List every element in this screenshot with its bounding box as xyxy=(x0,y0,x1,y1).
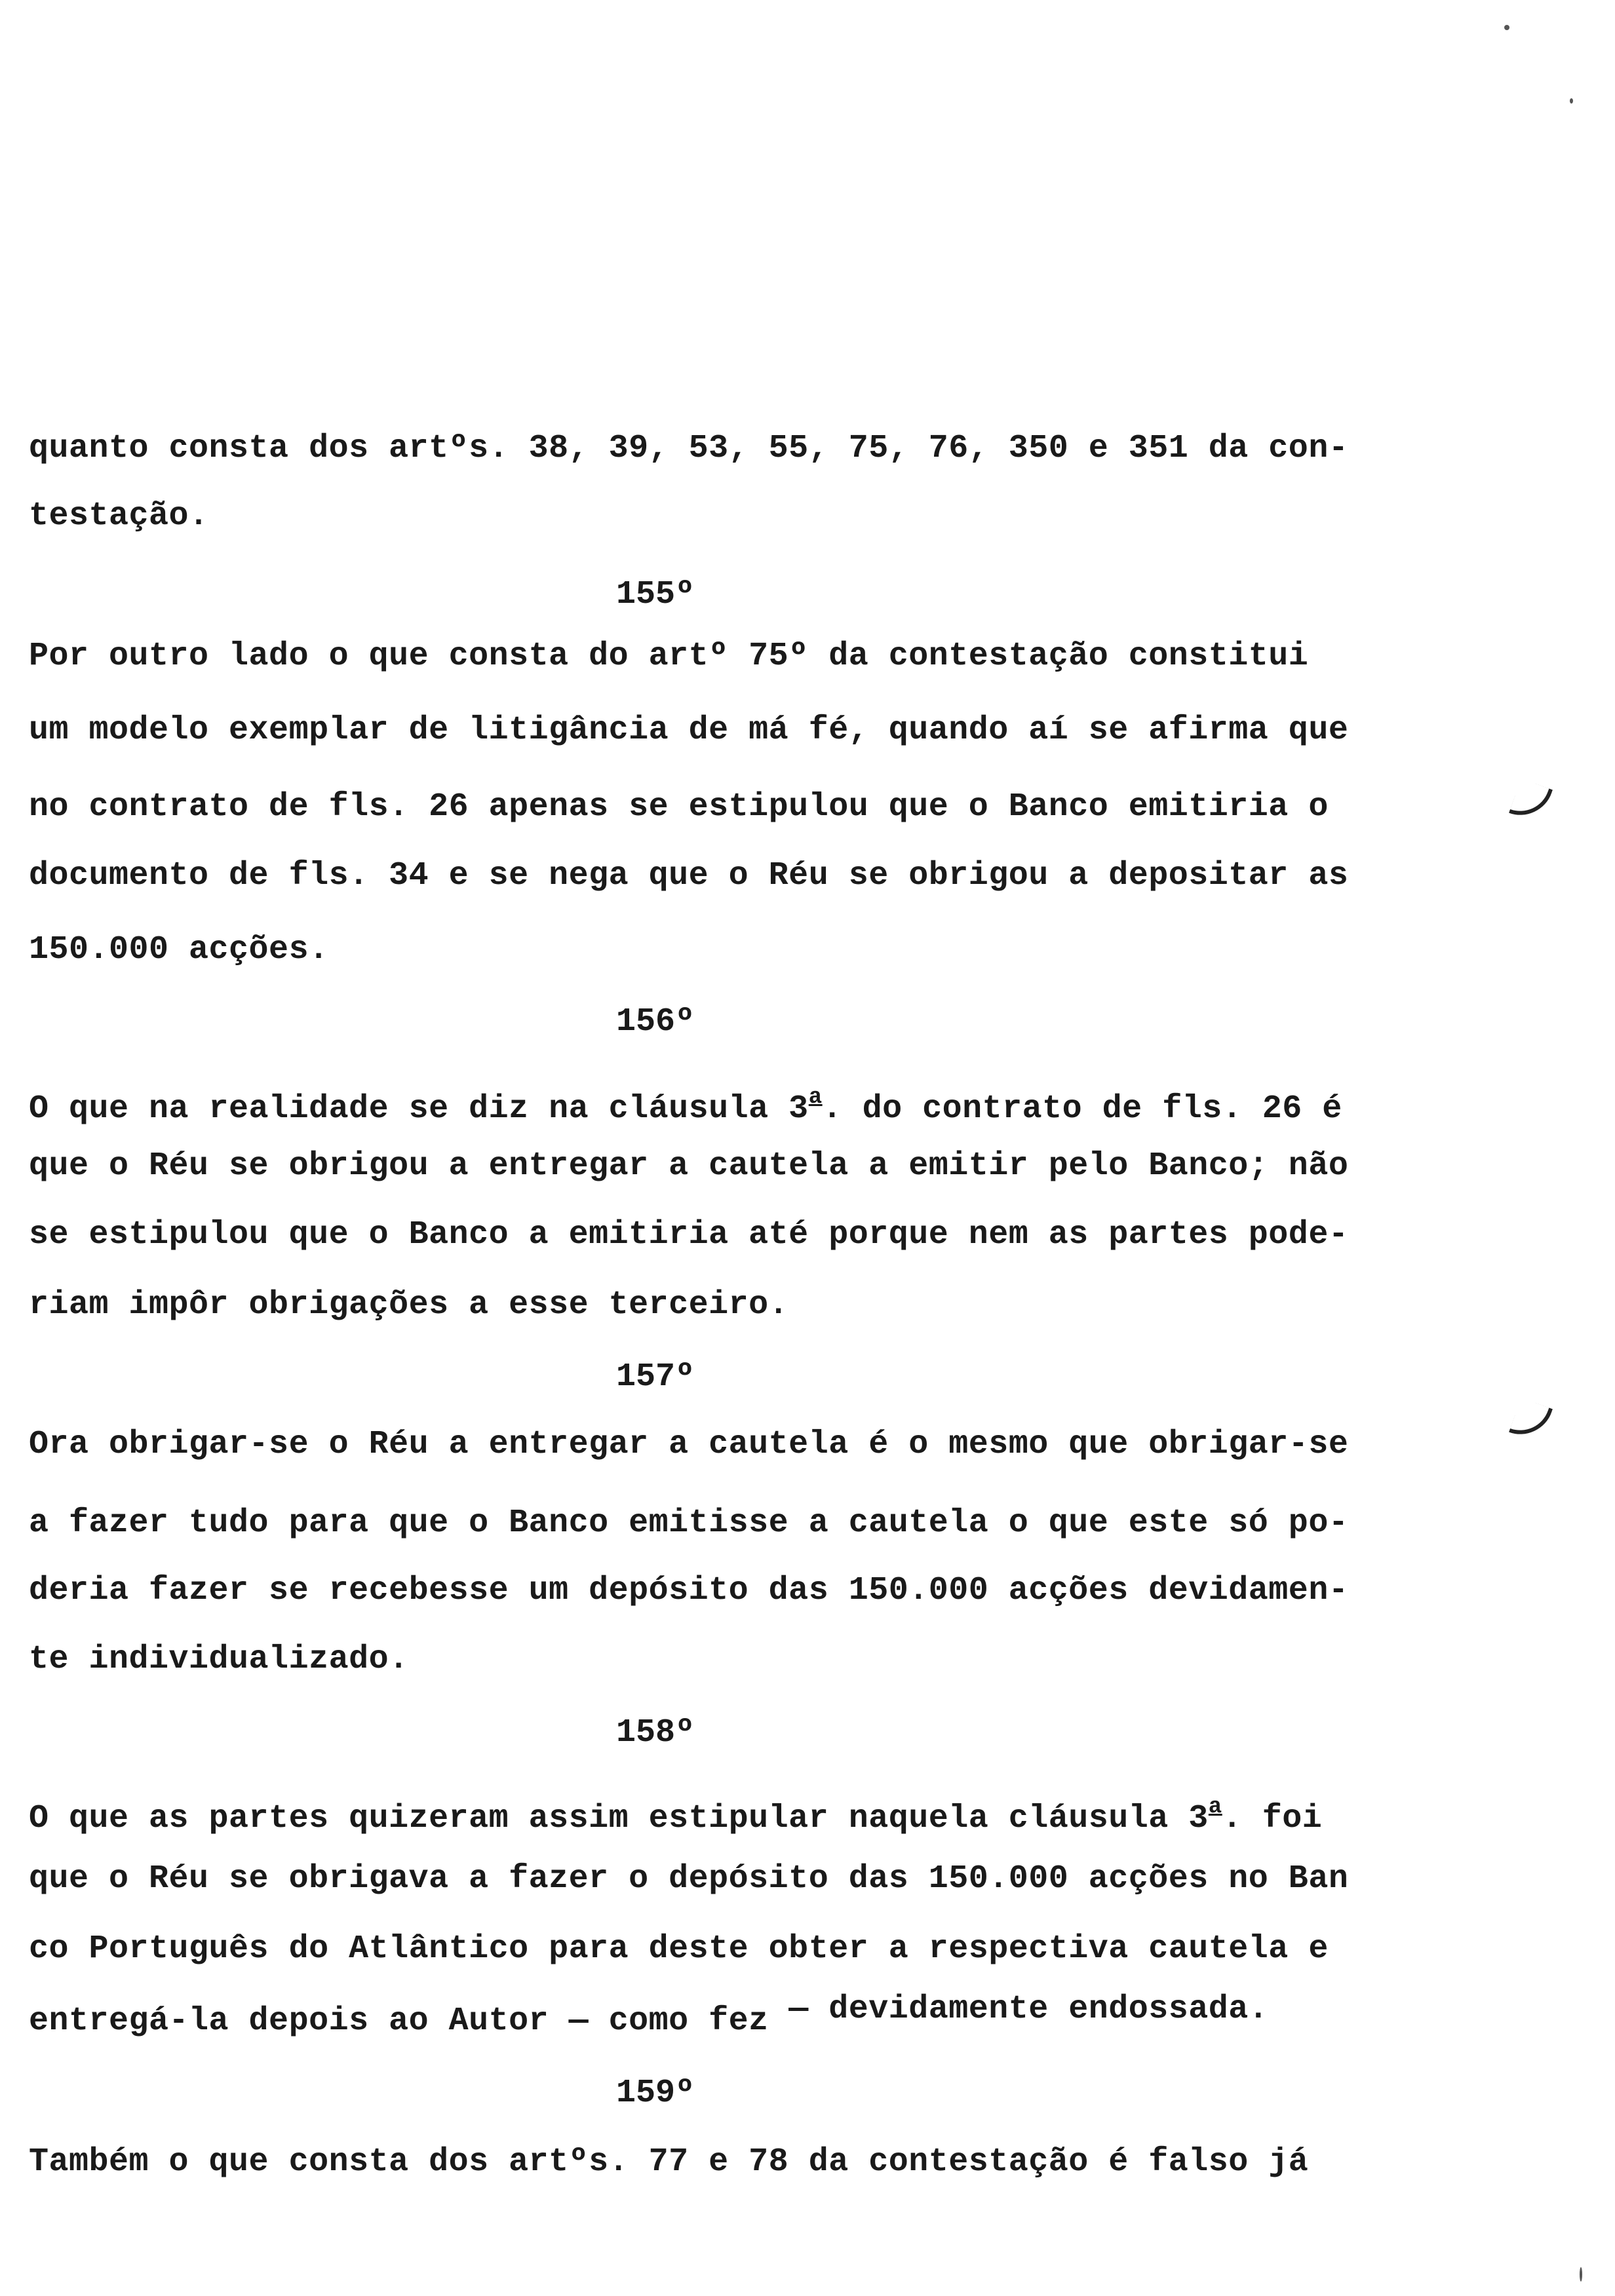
text-line: Ora obrigar-se o Réu a entregar a cautela é o mesmo que obrigar-se xyxy=(29,1426,1349,1463)
text-line: Também o que consta dos artºs. 77 e 78 da contestação é falso já xyxy=(29,2143,1309,2181)
article-number: 158º xyxy=(616,1714,695,1751)
text-line: no contrato de fls. 26 apenas se estipulou que o Banco emitiria o xyxy=(29,788,1329,826)
text-line: riam impôr obrigações a esse terceiro. xyxy=(29,1286,789,1324)
text-line: a fazer tudo para que o Banco emitisse a cautela o que este só po- xyxy=(29,1504,1349,1542)
speck xyxy=(1504,25,1509,30)
article-number: 157º xyxy=(616,1358,695,1396)
text-line: quanto consta dos artºs. 38, 39, 53, 55, 75, 76, 350 e 351 da con- xyxy=(29,430,1349,467)
text-segment: O que as partes quizeram assim estipular naquela cláusula 3 xyxy=(29,1800,1209,1837)
text-segment: entregá-la depois ao Autor — como fez xyxy=(29,2002,789,2040)
text-segment: — devidamente endossada. xyxy=(788,1991,1269,2028)
text-line xyxy=(29,1788,1322,1839)
text-line xyxy=(29,1991,1269,2041)
speck xyxy=(1580,2267,1582,2282)
text-line: que o Réu se obrigava a fazer o depósito das 150.000 acções no Ban xyxy=(29,1860,1349,1898)
article-number: 156º xyxy=(616,1003,695,1041)
text-line: 150.000 acções. xyxy=(29,931,329,968)
text-line: que o Réu se obrigou a entregar a cautela a emitir pelo Banco; não xyxy=(29,1147,1349,1185)
text-line: deria fazer se recebesse um depósito das 150.000 acções devidamen- xyxy=(29,1572,1349,1609)
text-line: co Português do Atlântico para deste obter a respectiva cautela e xyxy=(29,1930,1329,1968)
margin-mark xyxy=(1509,778,1553,824)
ordinal-superscript: a xyxy=(1208,1795,1222,1820)
text-line xyxy=(29,1078,1342,1129)
text-segment: . foi xyxy=(1222,1800,1323,1837)
text-line: documento de fls. 34 e se nega que o Réu se obrigou a depositar as xyxy=(29,857,1349,894)
article-number: 159º xyxy=(616,2075,695,2112)
text-line: se estipulou que o Banco a emitiria até porque nem as partes pode- xyxy=(29,1216,1349,1253)
text-line: te individualizado. xyxy=(29,1641,409,1678)
text-line: Por outro lado o que consta do artº 75º da contestação constitui xyxy=(29,638,1309,675)
speck xyxy=(1570,98,1573,104)
text-line: testação. xyxy=(29,497,209,535)
ordinal-superscript: a xyxy=(808,1085,823,1110)
margin-mark xyxy=(1509,1398,1553,1444)
text-line: um modelo exemplar de litigância de má fé, quando aí se afirma que xyxy=(29,712,1349,749)
text-segment: O que na realidade se diz na cláusula 3 xyxy=(29,1090,809,1128)
article-number: 155º xyxy=(616,576,695,613)
text-segment: . do contrato de fls. 26 é xyxy=(822,1090,1342,1128)
